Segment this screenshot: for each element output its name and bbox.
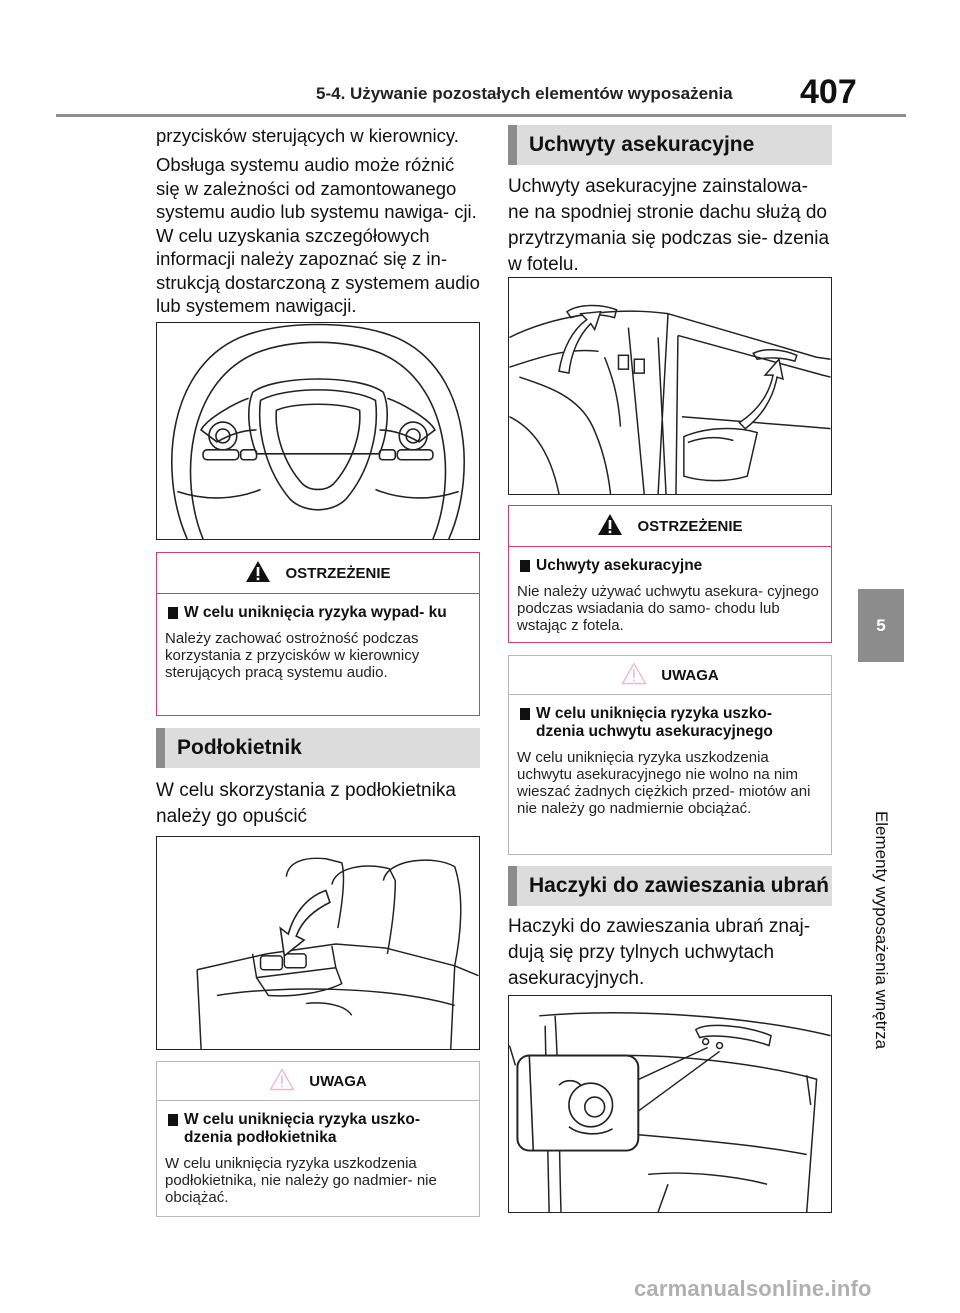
caution-outline-triangle-icon xyxy=(621,662,647,689)
armrest-figure xyxy=(156,836,480,1050)
warning-text: Należy zachować ostrożność podczas korzystania z przycisków w kierownicy sterujących pracą systemu audio. xyxy=(165,630,420,681)
square-bullet-icon xyxy=(168,1114,178,1126)
warning-title: OSTRZEŻENIE xyxy=(637,517,743,535)
steering-wheel-illustration xyxy=(157,323,479,539)
warning-subtitle xyxy=(517,557,823,575)
note-header xyxy=(157,1062,479,1101)
square-bullet-icon xyxy=(520,708,530,720)
square-bullet-icon xyxy=(520,560,530,572)
header-rule xyxy=(56,114,906,117)
section-heading-assist-grips: Uchwyty asekuracyjne xyxy=(508,125,832,165)
assist-grip-note-box xyxy=(508,655,832,855)
running-header: 5-4. Używanie pozostałych elementów wyposażenia xyxy=(316,84,733,103)
warning-triangle-icon xyxy=(597,513,623,540)
section-heading-armrest: Podłokietnik xyxy=(156,728,480,768)
warning-triangle-icon xyxy=(245,560,271,587)
chapter-label: Elementy wyposażenia wnętrza xyxy=(872,810,891,1050)
note-subtitle-text: W celu uniknięcia ryzyka uszko- dzenia podłokietnika xyxy=(184,1111,421,1146)
steering-wheel-figure xyxy=(156,322,480,540)
assist-grip-warning-box xyxy=(508,505,832,643)
warning-header xyxy=(157,553,479,594)
coat-hook-illustration xyxy=(509,996,831,1212)
warning-subtitle xyxy=(165,604,471,622)
note-text: W celu uniknięcia ryzyka uszkodzenia podłokietnika, nie należy go nadmier- nie obciążać. xyxy=(165,1155,437,1206)
armrest-note-box xyxy=(156,1061,480,1217)
warning-title: OSTRZEŻENIE xyxy=(285,564,391,582)
page-number: 407 xyxy=(800,73,857,111)
note-text: W celu uniknięcia ryzyka uszkodzenia uchwytu asekuracyjnego nie wolno na nim wieszać żadnych ciężkich przed- miotów ani nie należy go nadmiernie obciążać. xyxy=(517,749,811,817)
assist-grips-text: Uchwyty asekuracyjne zainstalowa- ne na spodniej stronie dachu służą do przytrzymania się podczas sie- dzenia w fotelu. xyxy=(508,176,830,275)
note-title: UWAGA xyxy=(661,666,719,684)
section-heading-coat-hooks: Haczyki do zawieszania ubrań xyxy=(508,866,832,906)
intro-line: przycisków sterujących w kierownicy. xyxy=(156,125,459,146)
armrest-text: W celu skorzystania z podłokietnika należy go opuścić xyxy=(156,780,456,827)
warning-text: Nie należy używać uchwytu asekura- cyjnego podczas wsiadania do samo- chodu lub wstając z fotela. xyxy=(517,583,819,634)
caution-outline-triangle-icon xyxy=(269,1068,295,1095)
coat-hook-figure xyxy=(508,995,832,1213)
coat-hooks-text: Haczyki do zawieszania ubrań znaj- dują się przy tylnych uchwytach asekuracyjnych. xyxy=(508,916,811,989)
note-header xyxy=(509,656,831,695)
assist-grip-figure xyxy=(508,277,832,495)
square-bullet-icon xyxy=(168,607,178,619)
note-subtitle xyxy=(517,705,823,741)
note-title: UWAGA xyxy=(309,1072,367,1090)
intro-paragraph: Obsługa systemu audio może różnić się w zależności od zamontowanego systemu audio lub systemu nawiga- cji. W celu uzyskania szczegółowych informacji należy zapoznać się z in- strukcją dostarczoną z systemem audio lub systemem nawigacji. xyxy=(156,154,480,316)
watermark: carmanualsonline.info xyxy=(634,1276,872,1301)
armrest-illustration xyxy=(157,837,479,1049)
note-subtitle-text: W celu uniknięcia ryzyka uszko- dzenia uchwytu asekuracyjnego xyxy=(536,705,773,740)
warning-subtitle-text: W celu uniknięcia ryzyka wypad- ku xyxy=(184,604,447,621)
assist-grip-illustration xyxy=(509,278,831,494)
chapter-tab[interactable]: 5 xyxy=(858,589,904,662)
warning-subtitle-text: Uchwyty asekuracyjne xyxy=(536,557,703,574)
armrest-warning-box xyxy=(156,552,480,716)
note-subtitle xyxy=(165,1111,471,1147)
warning-header xyxy=(509,506,831,547)
